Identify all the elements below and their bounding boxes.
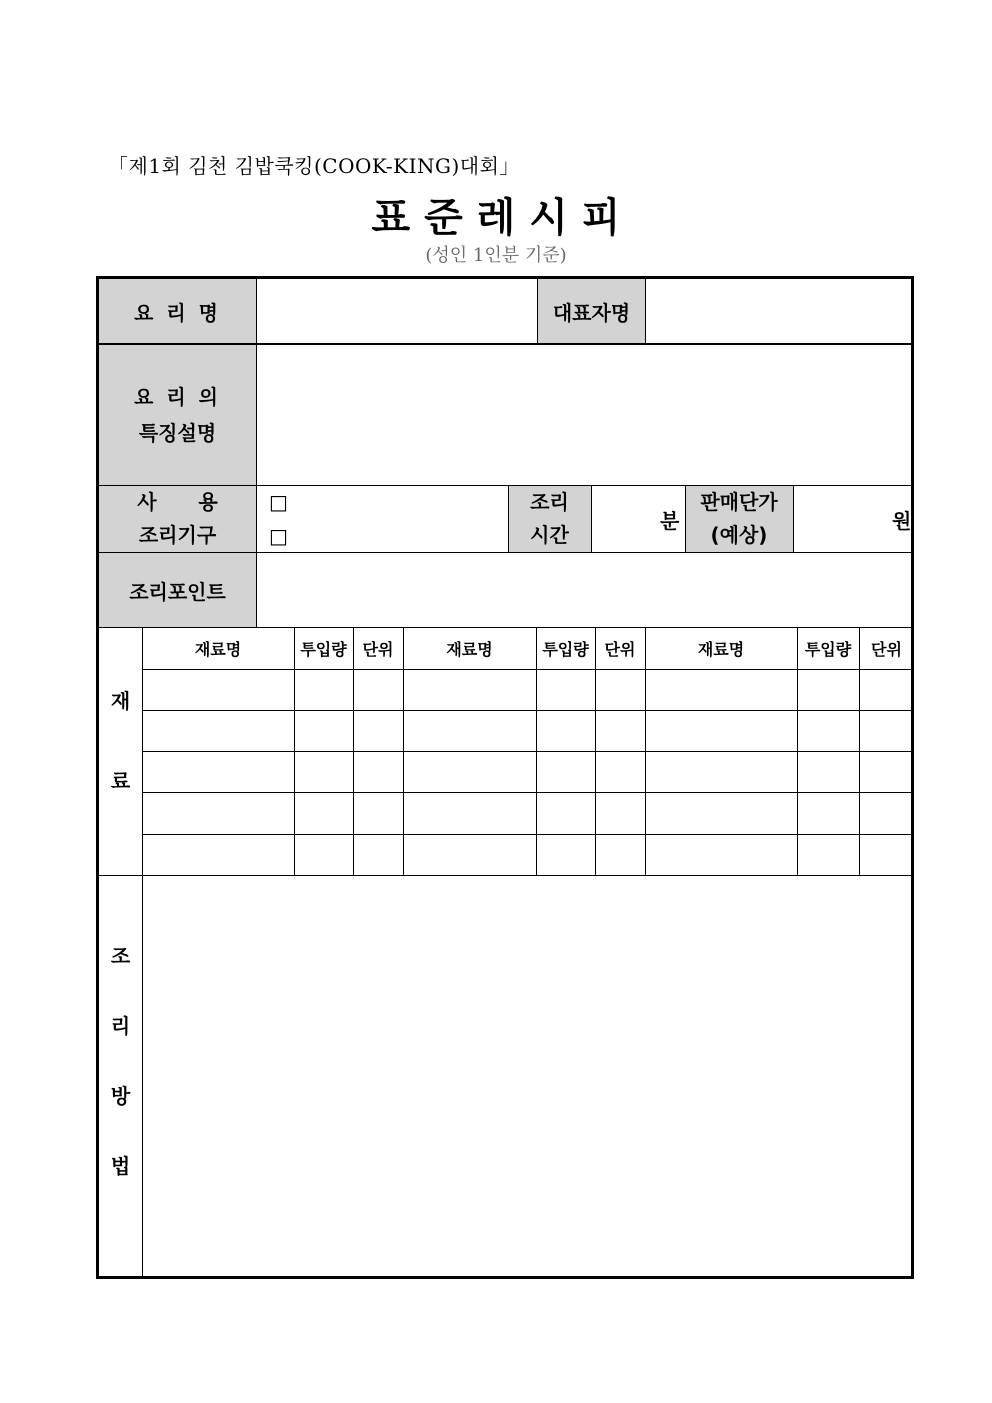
divider	[353, 627, 354, 875]
divider	[99, 343, 914, 345]
tools-label-line2: 조리기구	[138, 523, 217, 547]
event-title: 「제1회 김천 김밥쿡킹(COOK-KING)대회」	[108, 154, 520, 178]
feature-label-line1: 요 리 의	[134, 384, 221, 409]
ingredient-qty-header: 투입량	[300, 640, 347, 659]
divider	[591, 485, 592, 552]
ingredient-qty-header: 투입량	[542, 640, 589, 659]
divider	[142, 710, 914, 711]
divider	[537, 279, 538, 343]
dish-name-label: 요 리 명	[99, 279, 256, 343]
divider	[142, 627, 143, 1279]
method-field[interactable]	[142, 876, 914, 1279]
cook-point-field[interactable]	[256, 553, 914, 627]
feature-label	[99, 344, 256, 485]
tools-label	[99, 486, 256, 552]
divider	[294, 627, 295, 875]
method-side-char4: 법	[110, 1153, 131, 1178]
divider	[536, 627, 537, 875]
tools-label-line1: 사 용	[137, 490, 218, 514]
tool-checkbox-1[interactable]: □	[269, 490, 288, 514]
price-label-line1: 판매단가	[700, 490, 778, 514]
ingredient-unit-header: 단위	[362, 640, 394, 659]
tool-checkbox-2[interactable]: □	[269, 524, 288, 548]
feature-field[interactable]	[256, 344, 914, 485]
page-title: 표 준 레 시 피	[371, 194, 621, 241]
divider	[99, 627, 914, 628]
divider	[142, 669, 914, 670]
divider	[142, 751, 914, 752]
divider	[595, 627, 596, 875]
minute-unit: 분	[660, 509, 680, 533]
page-subtitle: (성인 1인분 기준)	[425, 245, 567, 266]
ingredient-unit-header: 단위	[604, 640, 636, 659]
divider	[99, 485, 914, 486]
divider	[142, 834, 914, 835]
cook-time-label	[508, 486, 591, 552]
ingredient-name-header: 재료명	[697, 640, 745, 659]
divider	[645, 627, 646, 875]
divider	[403, 627, 404, 875]
divider	[685, 485, 686, 552]
ingredient-name-header: 재료명	[194, 640, 242, 659]
divider	[859, 627, 860, 875]
recipe-form	[96, 276, 914, 1279]
ingredients-side-char1: 재	[110, 688, 131, 713]
ingredient-unit-header: 단위	[871, 640, 902, 659]
cook-time-label-line2: 시간	[530, 523, 569, 547]
ingredients-side-char2: 료	[110, 768, 131, 793]
divider	[256, 279, 257, 627]
divider	[99, 552, 914, 553]
divider	[99, 875, 914, 876]
divider	[508, 485, 509, 552]
divider	[793, 485, 794, 552]
cook-time-label-line1: 조리	[530, 490, 569, 514]
ingredient-name-header: 재료명	[446, 640, 493, 659]
dish-name-field[interactable]	[256, 279, 537, 343]
cook-point-label: 조리포인트	[99, 553, 256, 627]
method-side-label	[99, 919, 142, 1199]
divider	[142, 792, 914, 793]
method-side-char3: 방	[110, 1083, 131, 1108]
rep-name-field[interactable]	[646, 279, 914, 343]
divider	[797, 627, 798, 875]
feature-label-line2: 특징설명	[138, 420, 217, 445]
method-side-char1: 조	[110, 943, 131, 968]
rep-name-label: 대표자명	[537, 279, 646, 343]
price-label-line2: (예상)	[710, 523, 768, 547]
won-unit: 원	[892, 509, 912, 533]
divider	[645, 279, 646, 343]
ingredient-qty-header: 투입량	[804, 640, 852, 659]
method-side-char2: 리	[110, 1013, 131, 1038]
ingredients-side-label	[99, 659, 142, 819]
price-label	[685, 486, 793, 552]
